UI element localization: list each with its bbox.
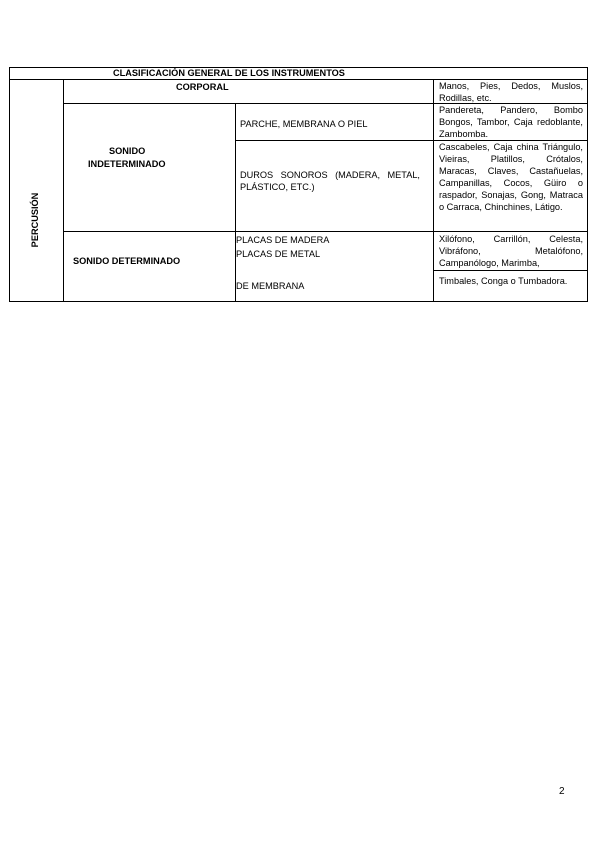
rule: [63, 231, 588, 232]
indeterminado-label-1: SONIDO: [109, 146, 146, 156]
rule: [433, 270, 588, 271]
determinado-label: SONIDO DETERMINADO: [73, 256, 181, 266]
madera-label: PLACAS DE MADERA: [236, 235, 330, 245]
page-number: 2: [559, 786, 565, 797]
membrana-examples: Timbales, Conga o Tumbadora.: [439, 276, 568, 286]
placas-examples: Xilófono, Carrillón, Celesta, Vibráfono, Metalófono, Campanólogo, Marimba,: [439, 234, 583, 268]
indeterminado-label-2: INDETERMINADO: [88, 159, 166, 169]
corporal-examples: Manos, Pies, Dedos, Muslos, Rodillas, etc.: [439, 81, 583, 103]
rule: [63, 79, 64, 302]
metal-label: PLACAS DE METAL: [236, 249, 321, 259]
duros-label: DUROS SONOROS (MADERA, METAL, PLÁSTICO, ETC.): [240, 170, 420, 192]
membrana-label: DE MEMBRANA: [236, 281, 305, 291]
rule: [235, 103, 236, 302]
duros-examples: Cascabeles, Caja china Triángulo, Vieiras, Platillos, Crótalos, Maracas, Claves, Castañuelas, Campanillas, Cocos, Güiro o raspador, Sonajas, Gong, Matraca o Carraca, Chinchines, Látigo.: [439, 142, 583, 212]
family-label: PERCUSIÓN: [30, 192, 40, 248]
rule: [433, 79, 434, 302]
corporal-label: CORPORAL: [176, 82, 229, 92]
parche-examples: Pandereta, Pandero, Bombo Bongos, Tambor, Caja redoblante, Zambomba.: [439, 105, 583, 139]
rule: [587, 67, 588, 302]
parche-label: PARCHE, MEMBRANA O PIEL: [240, 119, 368, 129]
rule: [9, 301, 588, 302]
rule: [9, 67, 10, 302]
table-title: CLASIFICACIÓN GENERAL DE LOS INSTRUMENTOS: [113, 68, 345, 78]
